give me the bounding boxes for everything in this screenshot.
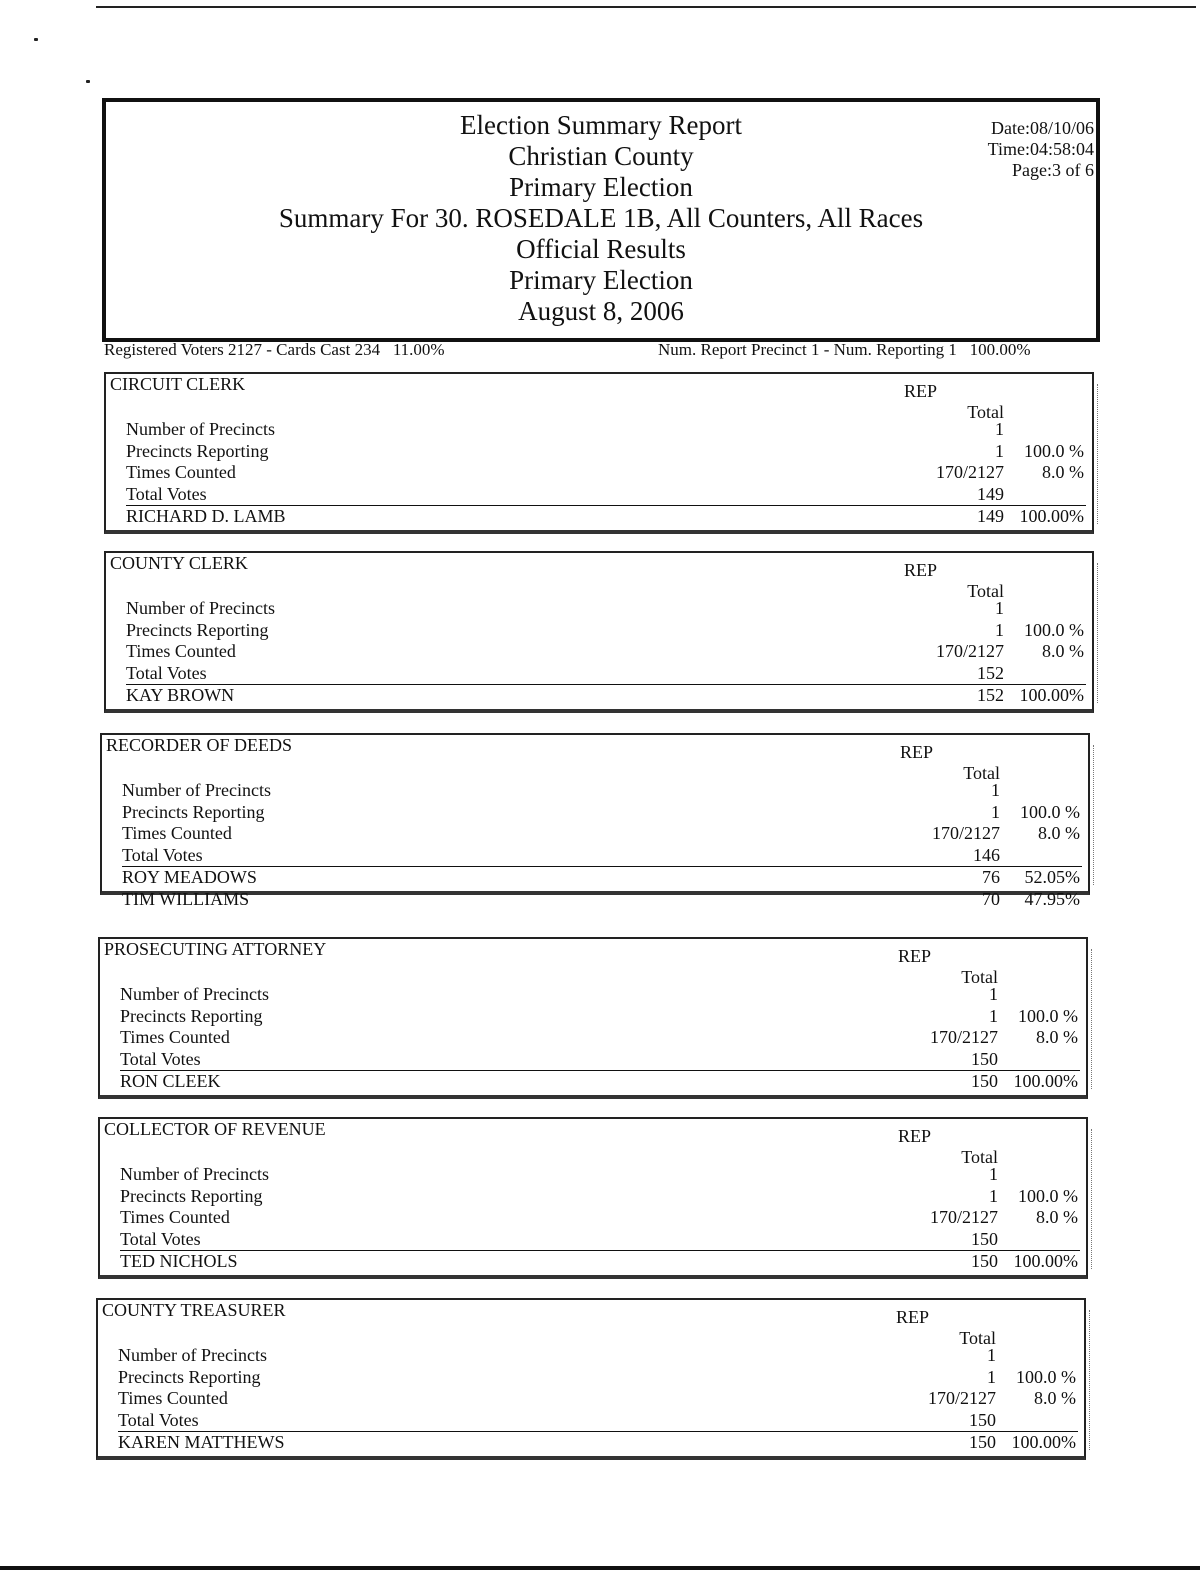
candidate-row	[126, 506, 1086, 528]
total-column-header: Total	[967, 402, 1004, 422]
stat-label: Number of Precincts	[122, 780, 271, 800]
stat-row	[122, 802, 1082, 824]
stat-value: 149	[977, 483, 1004, 504]
stat-row	[120, 1049, 1080, 1071]
stat-percent: 100.0 %	[1018, 1185, 1078, 1206]
stat-percent: 100.0 %	[1024, 440, 1084, 461]
stat-row	[120, 1229, 1080, 1251]
race-rows	[120, 1164, 1080, 1273]
top-scan-rule	[96, 6, 1196, 8]
stat-value: 170/2127	[935, 462, 1004, 482]
stat-value: 170/2127	[929, 1027, 998, 1047]
stat-label: Number of Precincts	[126, 419, 275, 439]
race-title: COLLECTOR OF REVENUE	[104, 1119, 326, 1139]
candidate-name: ROY MEADOWS	[122, 867, 257, 887]
title-line: Christian County	[508, 141, 694, 171]
stat-label: Precincts Reporting	[126, 440, 269, 461]
stat-label: Times Counted	[120, 1207, 230, 1227]
race-title: RECORDER OF DEEDS	[106, 735, 293, 755]
stat-row	[122, 780, 1082, 802]
stat-percent: 8.0 %	[1036, 1027, 1078, 1047]
race-title: COUNTY TREASURER	[102, 1300, 286, 1320]
stat-percent: 8.0 %	[1042, 641, 1084, 661]
stat-percent: 100.0 %	[1024, 619, 1084, 640]
report-meta	[988, 118, 1094, 181]
report-date: Date:08/10/06	[991, 118, 1094, 138]
stat-row	[126, 641, 1086, 663]
stat-row	[126, 419, 1086, 441]
stat-label: Precincts Reporting	[120, 1005, 263, 1026]
race-rows	[120, 984, 1080, 1093]
stat-row	[118, 1388, 1078, 1410]
stat-value: 1	[995, 440, 1004, 461]
scan-edge-artifact	[1089, 1310, 1096, 1450]
candidate-votes: 150	[971, 1251, 998, 1271]
stat-value: 1	[987, 1366, 996, 1387]
candidate-name: KAREN MATTHEWS	[118, 1432, 285, 1452]
party-label: REP	[896, 1307, 930, 1327]
stat-row	[120, 1006, 1080, 1028]
stat-row	[120, 1207, 1080, 1229]
scan-speck	[34, 38, 38, 41]
stat-value: 1	[995, 619, 1004, 640]
candidate-row	[122, 867, 1082, 889]
registered-voters-summary: Registered Voters 2127 - Cards Cast 234 11.00%	[104, 340, 445, 359]
stat-value: 152	[977, 662, 1004, 683]
stat-percent: 100.0 %	[1016, 1366, 1076, 1387]
party-label: REP	[904, 381, 938, 401]
bottom-scan-rule	[0, 1566, 1200, 1570]
race-box	[98, 937, 1088, 1099]
stat-percent: 8.0 %	[1036, 1207, 1078, 1227]
candidate-votes: 149	[977, 506, 1004, 526]
title-line: Official Results	[516, 234, 686, 264]
stat-row	[120, 1027, 1080, 1049]
report-page: Page:3 of 6	[1012, 160, 1094, 180]
title-line: Primary Election	[509, 172, 693, 202]
candidate-percent: 47.95%	[1024, 888, 1080, 909]
stat-value: 1	[989, 984, 998, 1004]
candidate-name: RON CLEEK	[120, 1071, 221, 1091]
race-rows	[126, 598, 1086, 707]
stat-value: 170/2127	[927, 1388, 996, 1408]
stat-label: Precincts Reporting	[122, 801, 265, 822]
stat-row	[126, 484, 1086, 506]
stat-label: Total Votes	[118, 1409, 199, 1430]
candidate-row	[126, 685, 1086, 707]
stat-value: 150	[971, 1228, 998, 1249]
stat-percent: 8.0 %	[1038, 823, 1080, 843]
race-rows	[122, 780, 1082, 910]
stat-label: Precincts Reporting	[120, 1185, 263, 1206]
party-label: REP	[898, 946, 932, 966]
report-header	[102, 98, 1100, 342]
scan-edge-artifact	[1093, 745, 1100, 885]
stat-row	[120, 1186, 1080, 1208]
stat-label: Precincts Reporting	[118, 1366, 261, 1387]
stat-percent: 8.0 %	[1034, 1388, 1076, 1408]
stat-value: 150	[969, 1409, 996, 1430]
candidate-percent: 100.00%	[1019, 506, 1084, 526]
candidate-row	[118, 1432, 1078, 1454]
party-label: REP	[904, 560, 938, 580]
candidate-row	[120, 1251, 1080, 1273]
stat-value: 1	[989, 1164, 998, 1184]
stat-value: 150	[971, 1048, 998, 1069]
candidate-row	[120, 1071, 1080, 1093]
report-time: Time:04:58:04	[987, 139, 1094, 159]
stat-label: Total Votes	[120, 1228, 201, 1249]
candidate-percent: 100.00%	[1011, 1432, 1076, 1452]
stat-row	[118, 1367, 1078, 1389]
stat-label: Times Counted	[126, 641, 236, 661]
race-title: PROSECUTING ATTORNEY	[104, 939, 327, 959]
candidate-name: TED NICHOLS	[120, 1251, 238, 1271]
stat-label: Total Votes	[126, 483, 207, 504]
candidate-percent: 52.05%	[1024, 867, 1080, 887]
candidate-percent: 100.00%	[1013, 1251, 1078, 1271]
stat-percent: 8.0 %	[1042, 462, 1084, 482]
stat-value: 1	[995, 598, 1004, 618]
stat-row	[120, 1164, 1080, 1186]
total-column-header: Total	[967, 581, 1004, 601]
total-column-header: Total	[959, 1328, 996, 1348]
scan-edge-artifact	[1091, 1129, 1098, 1269]
race-title: CIRCUIT CLERK	[110, 374, 246, 394]
stat-label: Number of Precincts	[118, 1345, 267, 1365]
title-line: Election Summary Report	[460, 110, 742, 140]
stat-label: Total Votes	[120, 1048, 201, 1069]
stat-value: 170/2127	[929, 1207, 998, 1227]
stat-value: 170/2127	[935, 641, 1004, 661]
race-rows	[118, 1345, 1078, 1454]
party-label: REP	[900, 742, 934, 762]
stat-row	[122, 823, 1082, 845]
title-line: Summary For 30. ROSEDALE 1B, All Counters, All Races	[278, 203, 924, 233]
race-title: COUNTY CLERK	[110, 553, 248, 573]
stat-value: 170/2127	[931, 823, 1000, 843]
candidate-votes: 152	[977, 685, 1004, 705]
scan-edge-artifact	[1097, 384, 1104, 524]
stat-value: 1	[989, 1005, 998, 1026]
race-box	[100, 733, 1090, 909]
total-column-header: Total	[963, 763, 1000, 783]
report-title-block	[106, 110, 1096, 327]
title-line: Primary Election	[509, 265, 693, 295]
scan-speck	[86, 80, 90, 83]
scan-edge-artifact	[1097, 563, 1104, 703]
candidate-percent: 100.00%	[1019, 685, 1084, 705]
stat-value: 146	[973, 844, 1000, 865]
candidate-name: RICHARD D. LAMB	[126, 506, 286, 526]
stat-row	[118, 1345, 1078, 1367]
precinct-reporting-summary: Num. Report Precinct 1 - Num. Reporting 1 100.00%	[658, 340, 1031, 359]
stat-label: Total Votes	[126, 662, 207, 683]
candidate-percent: 100.00%	[1013, 1071, 1078, 1091]
stat-row	[118, 1410, 1078, 1432]
stat-label: Number of Precincts	[120, 1164, 269, 1184]
stat-label: Number of Precincts	[120, 984, 269, 1004]
stat-value: 1	[989, 1185, 998, 1206]
race-box	[104, 551, 1094, 713]
stat-label: Number of Precincts	[126, 598, 275, 618]
stat-value: 1	[995, 419, 1004, 439]
stat-value: 1	[991, 801, 1000, 822]
stat-row	[126, 441, 1086, 463]
candidate-name: KAY BROWN	[126, 685, 235, 705]
candidate-votes: 70	[982, 888, 1000, 909]
stat-label: Times Counted	[126, 462, 236, 482]
stat-row	[126, 620, 1086, 642]
stat-row	[126, 462, 1086, 484]
total-column-header: Total	[961, 967, 998, 987]
stat-value: 1	[991, 780, 1000, 800]
candidate-votes: 150	[969, 1432, 996, 1452]
race-box	[104, 372, 1094, 534]
race-rows	[126, 419, 1086, 528]
candidate-votes: 150	[971, 1071, 998, 1091]
party-label: REP	[898, 1126, 932, 1146]
stat-percent: 100.0 %	[1020, 801, 1080, 822]
candidate-row	[122, 889, 1082, 911]
candidate-votes: 76	[982, 867, 1000, 887]
stat-label: Total Votes	[122, 844, 203, 865]
stat-row	[122, 845, 1082, 867]
stat-row	[126, 663, 1086, 685]
stat-value: 1	[987, 1345, 996, 1365]
stat-label: Times Counted	[120, 1027, 230, 1047]
title-line: August 8, 2006	[518, 296, 684, 326]
stat-row	[126, 598, 1086, 620]
stat-row	[120, 984, 1080, 1006]
stat-percent: 100.0 %	[1018, 1005, 1078, 1026]
scan-edge-artifact	[1091, 949, 1098, 1089]
stat-label: Times Counted	[122, 823, 232, 843]
stat-label: Times Counted	[118, 1388, 228, 1408]
race-box	[96, 1298, 1086, 1460]
race-box	[98, 1117, 1088, 1279]
total-column-header: Total	[961, 1147, 998, 1167]
candidate-name: TIM WILLIAMS	[122, 888, 250, 909]
stat-label: Precincts Reporting	[126, 619, 269, 640]
